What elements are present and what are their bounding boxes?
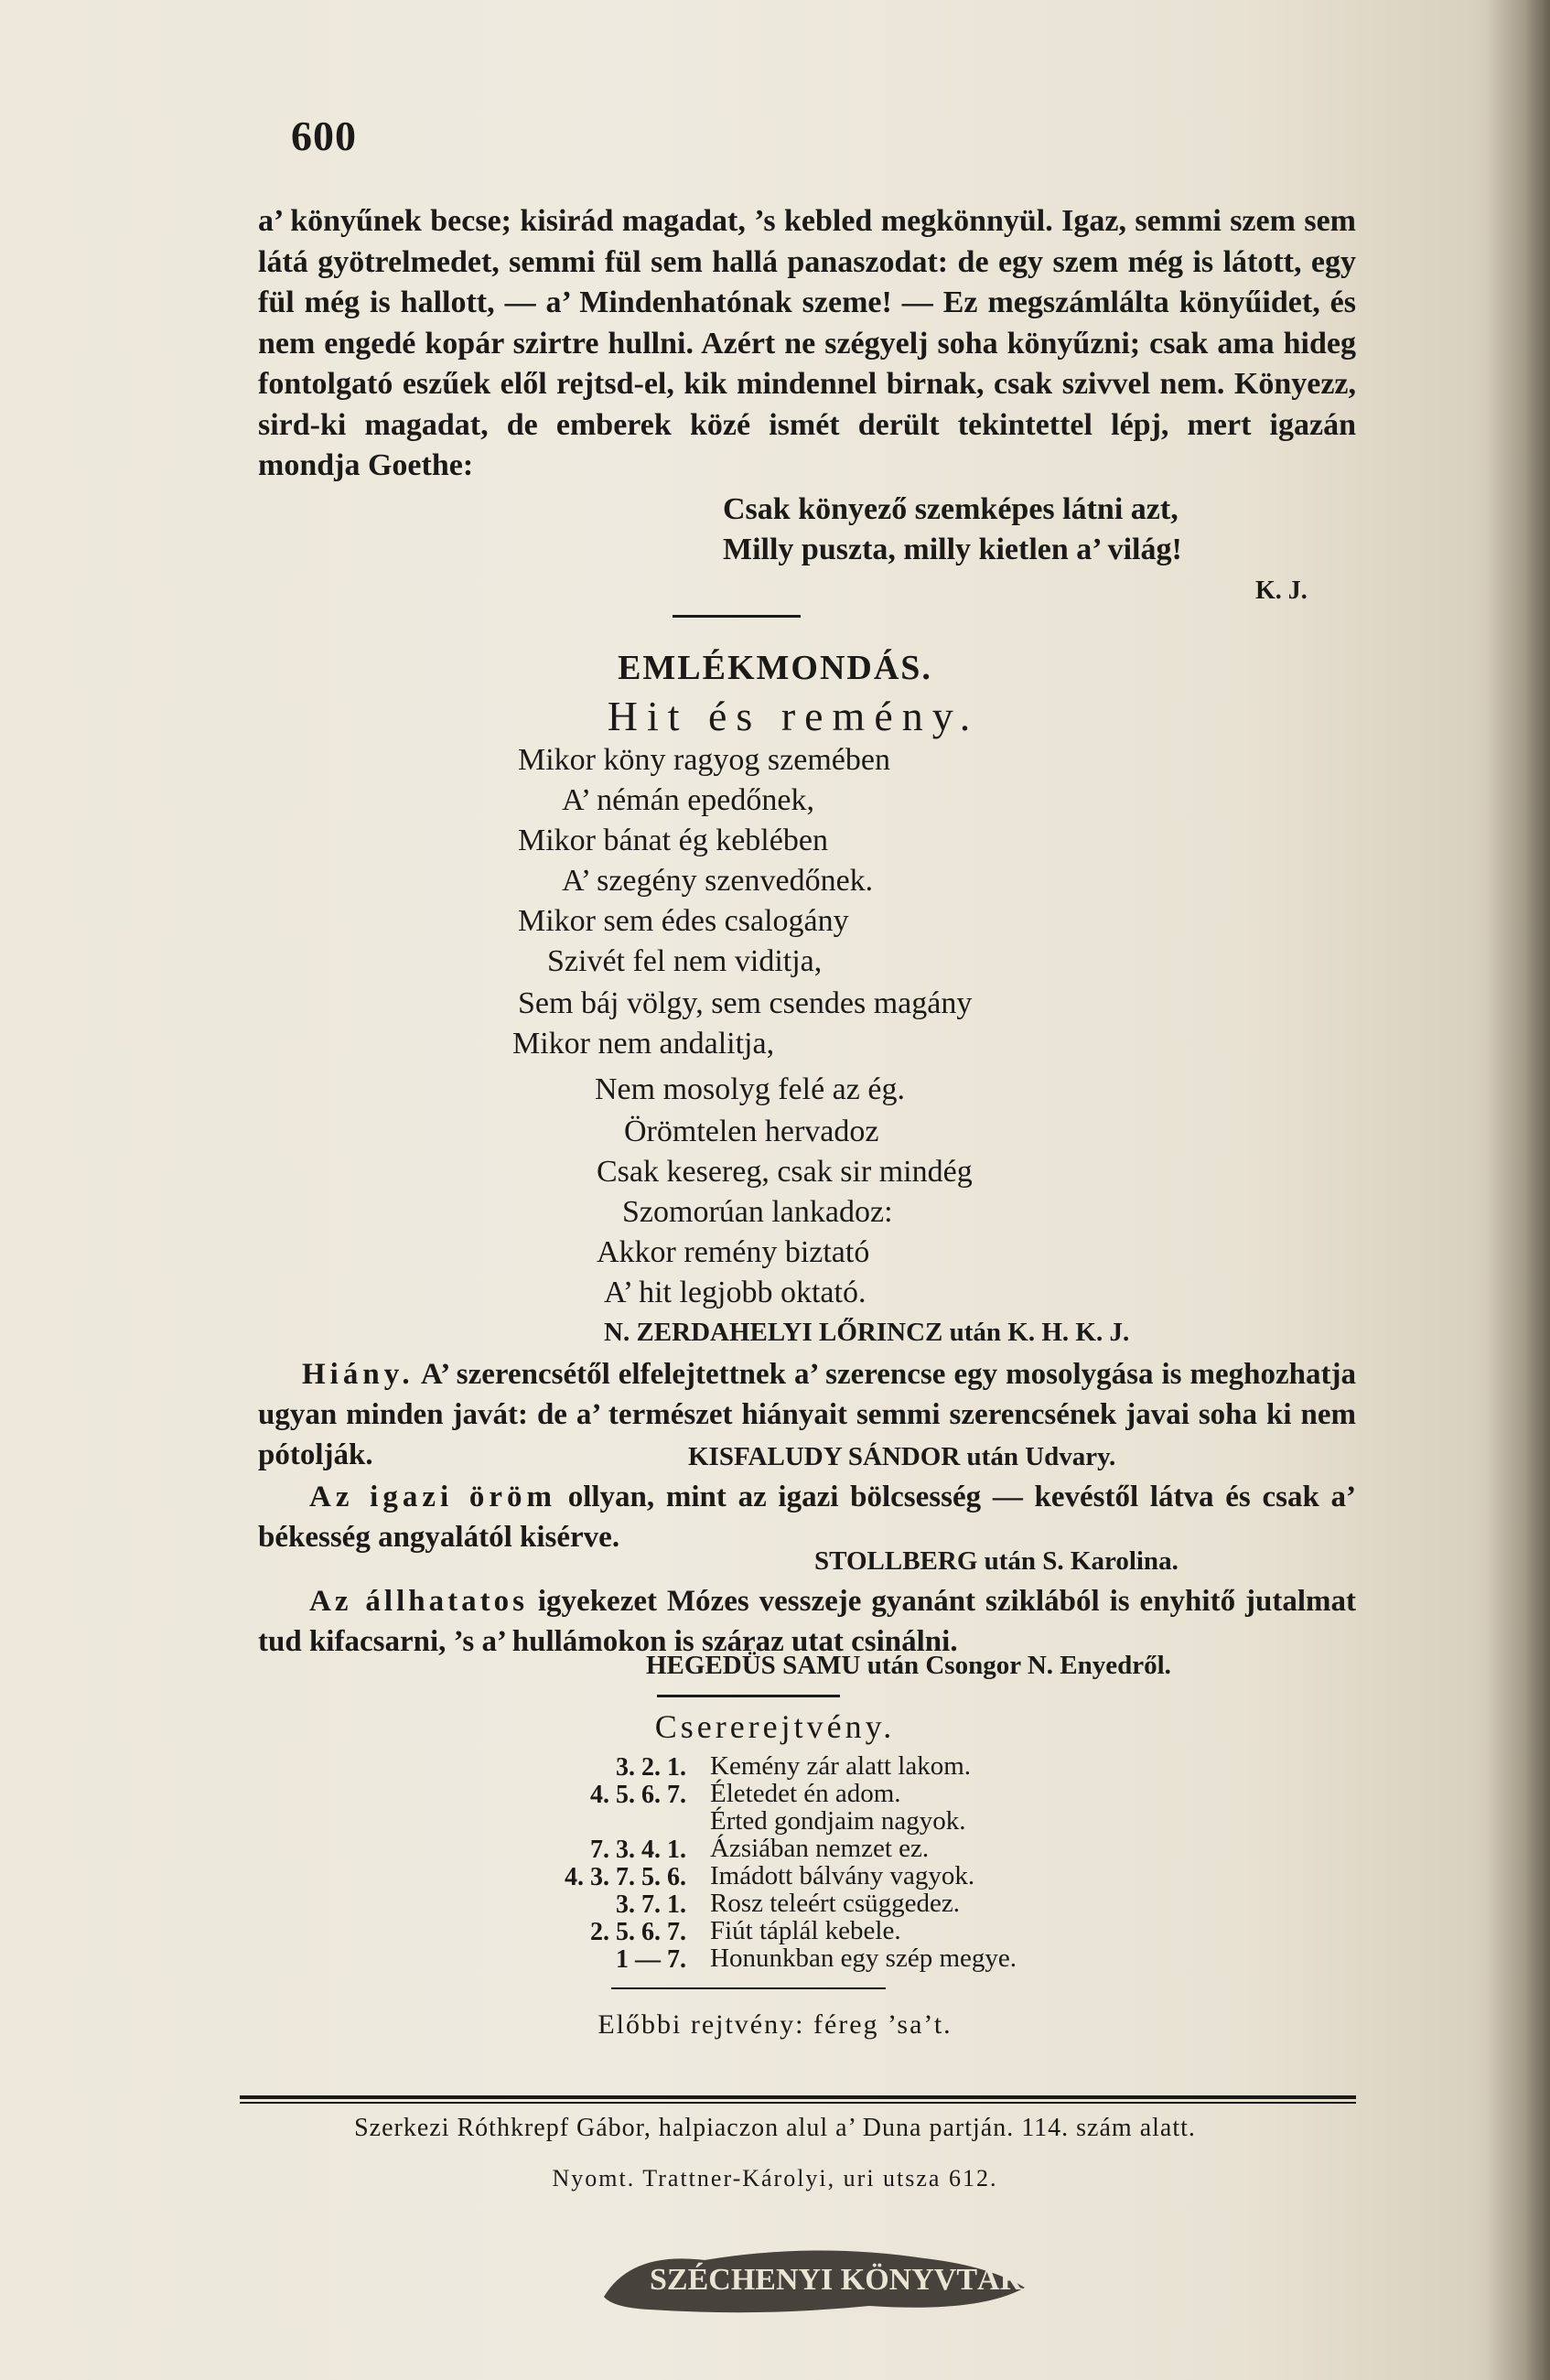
poem-line: Csak kesereg, csak sir mindég: [597, 1155, 973, 1189]
riddle-line: Életedet én adom.: [710, 1779, 901, 1808]
riddle-number: 1 — 7.: [616, 1945, 686, 1974]
saying-lead: Hiány.: [302, 1358, 414, 1391]
riddle-title: Csererejtvény.: [654, 1708, 896, 1745]
prose-paragraph: [258, 201, 1356, 487]
poem-line: Nem mosolyg felé az ég.: [595, 1072, 905, 1106]
poem-line: Szivét fel nem viditja,: [547, 944, 823, 978]
poem-line: Mikor köny ragyog szemében: [518, 743, 890, 777]
goethe-quote-line-2: Milly puszta, milly kietlen a’ világ!: [723, 533, 1182, 566]
previous-riddle: Előbbi rejtvény: féreg ’sa’t.: [597, 2009, 953, 2040]
poem-line: Sem báj völgy, sem csendes magány: [518, 986, 973, 1020]
footer-rule-bottom: [240, 2102, 1356, 2104]
poem-attribution: N. ZERDAHELYI LŐRINCZ után K. H. K. J.: [604, 1318, 1130, 1347]
riddle-line: Érted gondjaim nagyok.: [710, 1806, 966, 1836]
riddle-line: Kemény zár alatt lakom.: [710, 1751, 972, 1781]
footer-rule-top: [240, 2095, 1356, 2099]
footer-editor: Szerkezi Róthkrepf Gábor, halpiaczon alul a’ Duna partján. 114. szám alatt.: [354, 2114, 1196, 2142]
divider-short: [673, 615, 801, 618]
poem-line: A’ szegény szenvedőnek.: [562, 864, 874, 898]
riddle-line: Imádott bálvány vagyok.: [710, 1861, 975, 1890]
poem-line: Mikor nem andalitja,: [512, 1027, 775, 1061]
quote-signature: K. J.: [1255, 576, 1308, 605]
riddle-line: Honunkban egy szép megye.: [710, 1944, 1017, 1973]
stamp-text: SZÉCHENYI KÖNYVTÁR: [650, 2263, 1023, 2297]
saying-lead: Az igazi öröm: [309, 1481, 557, 1513]
library-stamp: [595, 2233, 1034, 2324]
goethe-quote-line-1: Csak könyező szemképes látni azt,: [723, 492, 1179, 526]
saying-3: [258, 1581, 1356, 1662]
riddle-number: 3. 7. 1.: [616, 1890, 686, 1919]
saying-text: A’ szerencsétől elfelejtettnek a’ szerencse egy mosolygása is meghozhatja ugyan minden javát: de a’ természet hiányait semmi szerencsének javai soha ki nem pótolják.: [258, 1358, 1356, 1471]
saying-attribution: KISFALUDY SÁNDOR után Udvary.: [688, 1442, 1116, 1471]
riddle-number: 4. 5. 6. 7.: [590, 1781, 686, 1809]
saying-2: [258, 1477, 1356, 1557]
page-number: 600: [291, 113, 357, 159]
saying-attribution: STOLLBERG után S. Karolina.: [814, 1546, 1179, 1576]
riddle-number: 2. 5. 6. 7.: [590, 1918, 686, 1946]
divider-medium: [611, 1987, 886, 1989]
poem-line: Akkor remény biztató: [597, 1235, 870, 1269]
riddle-number: 4. 3. 7. 5. 6.: [565, 1863, 686, 1891]
riddle-number: 7. 3. 4. 1.: [590, 1836, 686, 1864]
poem-line: Mikor bánat ég keblében: [518, 824, 828, 857]
riddle-line: Ázsiában nemzet ez.: [710, 1834, 930, 1863]
poem-line: Szomorúan lankadoz:: [622, 1195, 893, 1229]
footer-printer: Nyomt. Trattner-Károlyi, uri utsza 612.: [552, 2165, 998, 2192]
riddle-line: Rosz teleért csüggedez.: [710, 1889, 960, 1918]
saying-attribution: HEGEDÜS SAMU után Csongor N. Enyedről.: [646, 1651, 1171, 1680]
divider-short: [657, 1695, 840, 1697]
riddle-number: 3. 2. 1.: [616, 1753, 686, 1782]
section-title: EMLÉKMONDÁS.: [618, 649, 932, 687]
prose-text: a’ könyűnek becse; kisirád magadat, ’s kebled megkönnyül. Igaz, semmi szem sem látá gyötrelmedet, semmi fül sem hallá panaszodat: de egy szem még is látott, egy fül még is hallott, — a’ Mindenhatónak szeme! — Ez megszámlálta könyűidet, és nem engedé kopár szirtre hullni. Azért ne szégyelj soha könyűzni; csak ama hideg fontolgató eszűek elől rejtsd-el, kik mindennel birnak, csak szivvel nem. Könyezz, sird-ki magadat, de emberek közé ismét derült tekintettel lépj, mert igazán mondja Goethe:: [258, 204, 1356, 482]
poem-line: A’ némán epedőnek,: [562, 783, 814, 817]
saying-text: igyekezet Mózes vesszeje gyanánt sziklából is enyhitő jutalmat tud kifacsarni, ’s a’ hullámokon is száraz utat csinálni.: [258, 1585, 1356, 1658]
poem-line: Örömtelen hervadoz: [624, 1115, 879, 1148]
saying-text: ollyan, mint az igazi bölcsesség — kevéstől látva és csak a’ békesség angyalától kisérve.: [258, 1481, 1356, 1554]
saying-lead: Az állhatatos: [309, 1585, 528, 1618]
poem-title: Hit és remény.: [607, 693, 980, 739]
poem-line: Mikor sem édes csalogány: [518, 904, 849, 938]
riddle-line: Fiút táplál kebele.: [710, 1916, 901, 1945]
poem-line: A’ hit legjobb oktató.: [604, 1276, 866, 1309]
